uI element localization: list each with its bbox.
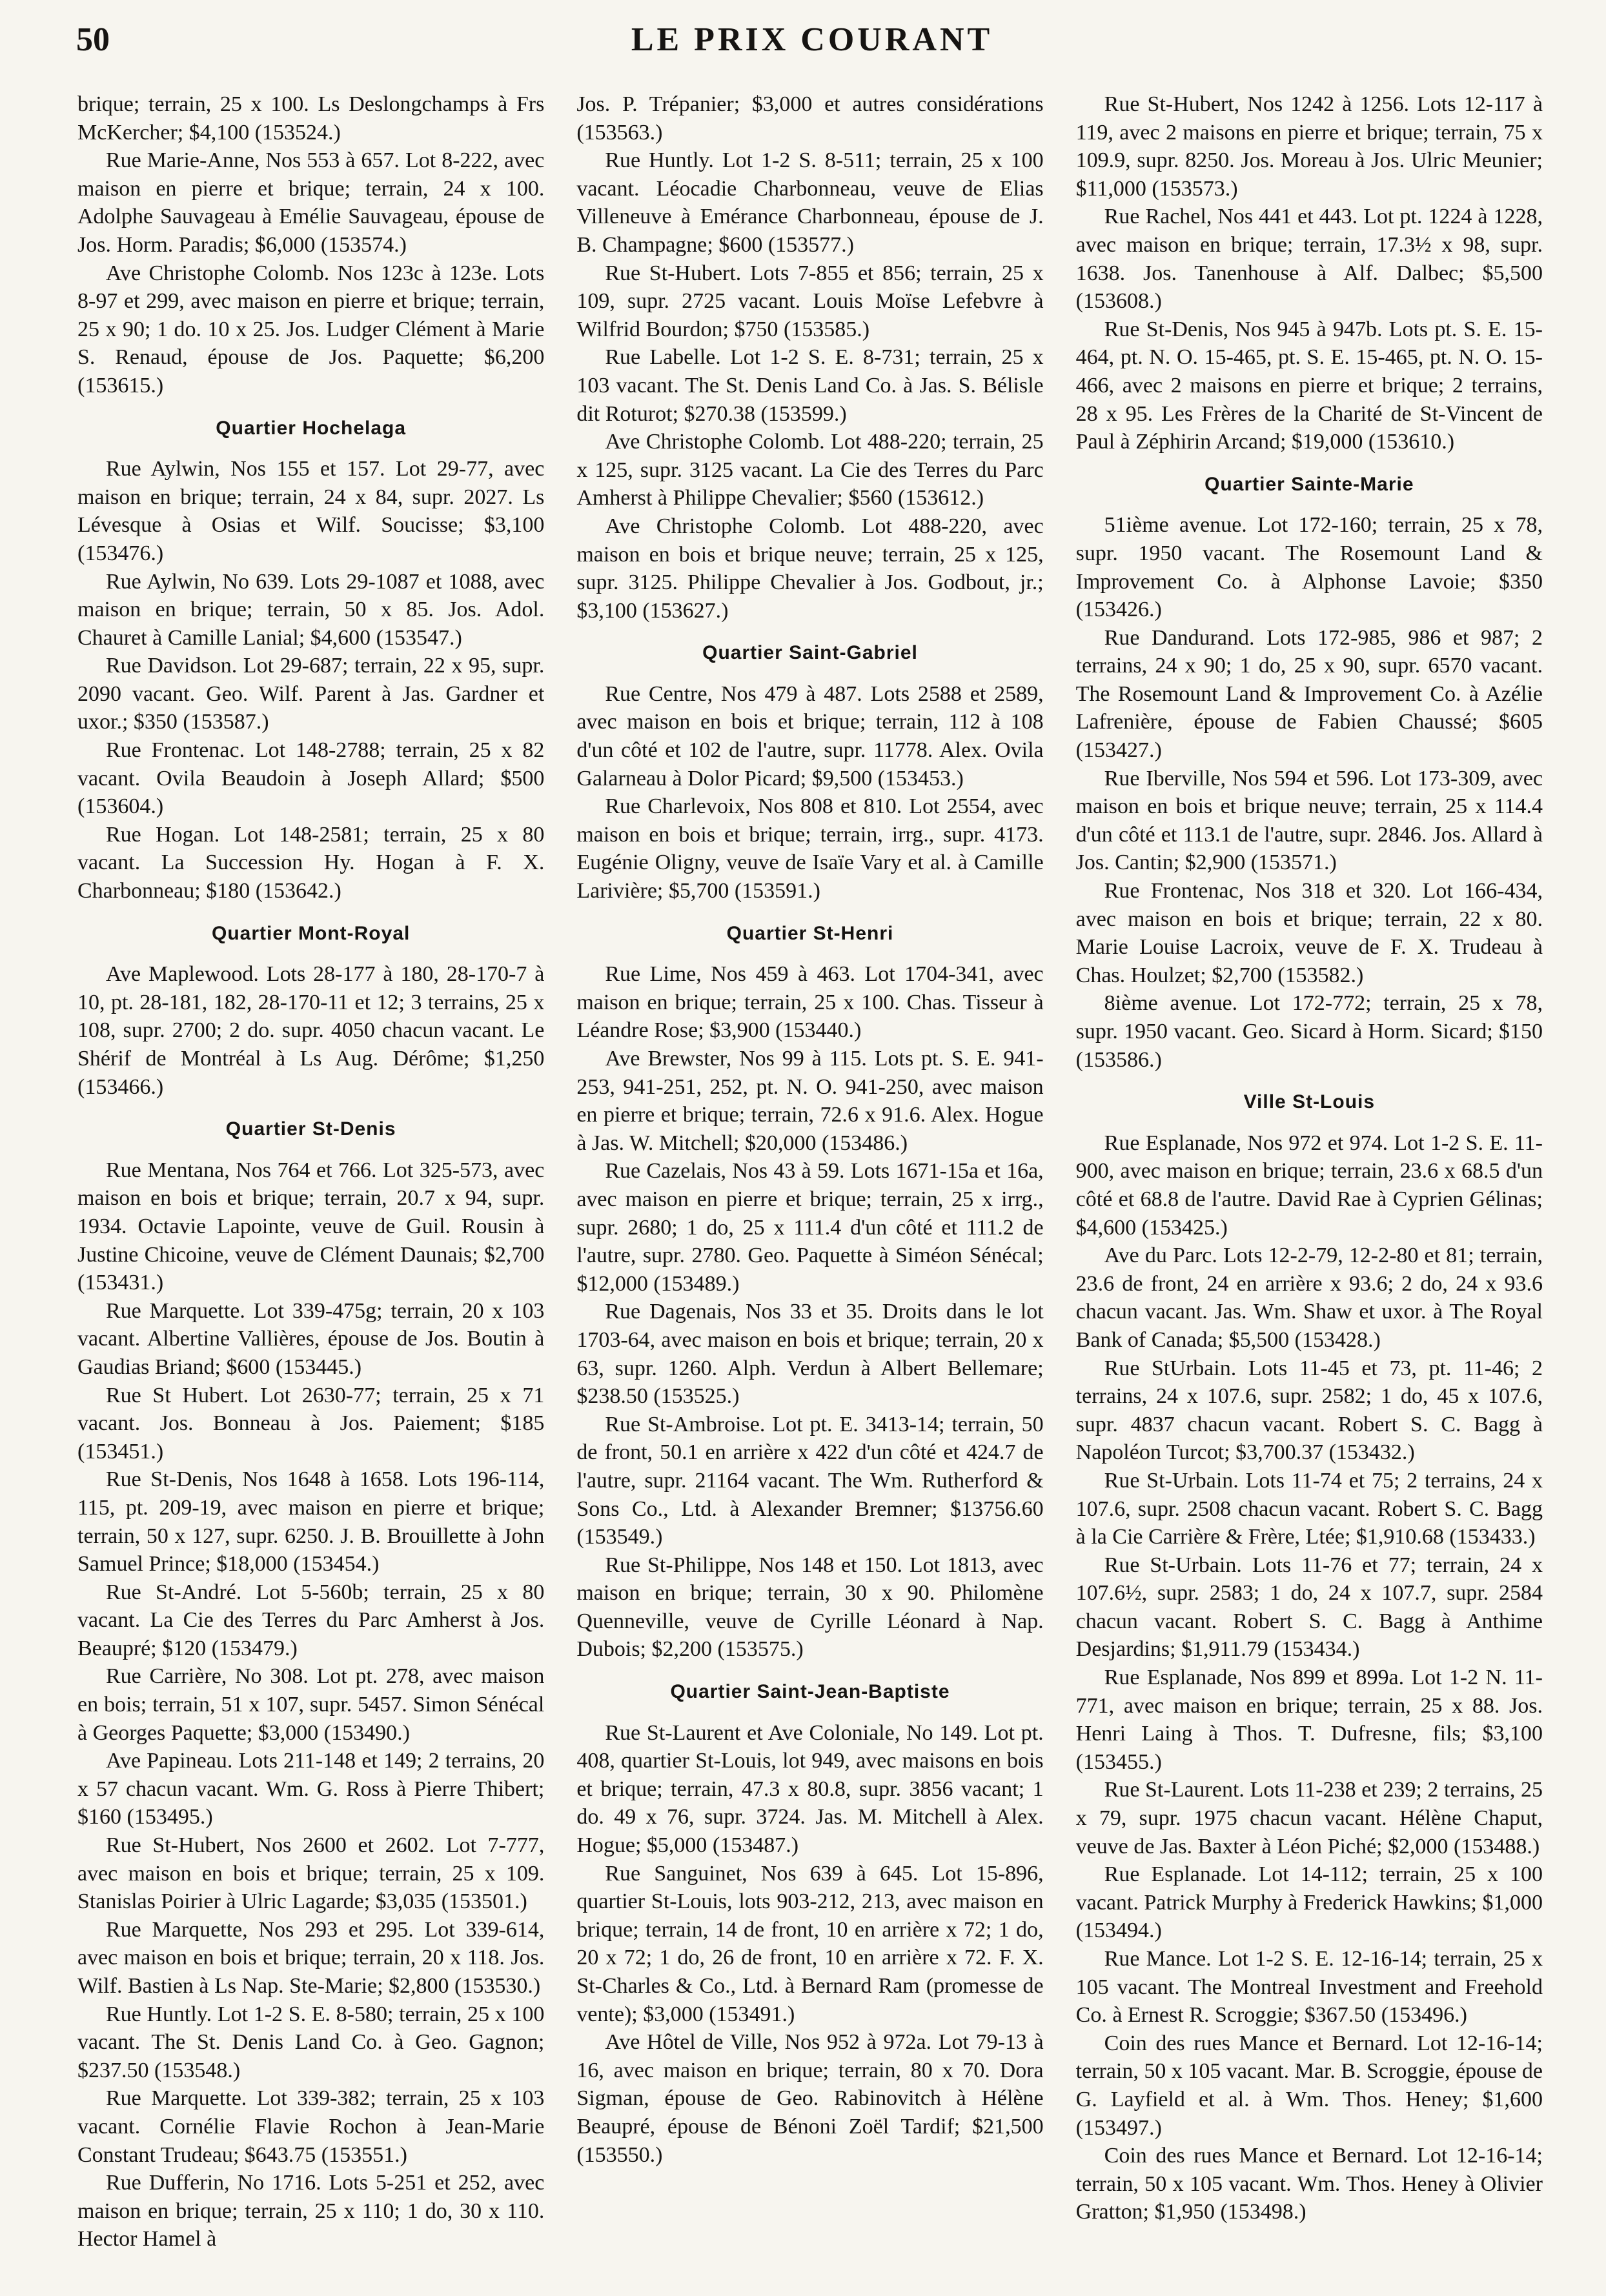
transaction-entry: Rue Frontenac. Lot 148-2788; terrain, 25 x 82 vacant. Ovila Beaudoin à Joseph Allard; $500 (153604.) bbox=[77, 738, 545, 819]
transaction-entry: Rue Mentana, Nos 764 et 766. Lot 325-573, avec maison en bois et brique; terrain, 20.7 x 94, supr. 1934. Octavie Lapointe, veuve de Guil. Rousin à Justine Chicoine, veuve de Clément Daunais; $2,700 (153431.) bbox=[77, 1158, 545, 1295]
transaction-entry: Rue St-Philippe, Nos 148 et 150. Lot 1813, avec maison en brique; terrain, 30 x 90. Philomène Quenneville, veuve de Cyrille Léonard à Nap. Dubois; $2,200 (153575.) bbox=[576, 1553, 1044, 1662]
section-heading: Ville St-Louis bbox=[1243, 1091, 1376, 1113]
transaction-entry: Rue St-André. Lot 5-560b; terrain, 25 x 80 vacant. La Cie des Terres du Parc Amherst à Jos. Beaupré; $120 (153479.) bbox=[77, 1580, 545, 1660]
transaction-entry: Rue Sanguinet, Nos 639 à 645. Lot 15-896, quartier St-Louis, lots 903-212, 213, avec maison en brique; terrain, 14 de front, 10 en arrière x 72; 1 do, 20 x 72; 1 do, 26 de front, 10 en arrière x 72. F. X. St-Charles & Co., Ltd. à Bernard Ram (promesse de vente); $3,000 (153491.) bbox=[576, 1861, 1044, 2026]
transaction-entry: Rue St-Denis, Nos 1648 à 1658. Lots 196-114, 115, pt. 209-19, avec maison en pierre et brique; terrain, 50 x 127, supr. 6250. J. B. Brouillette à John Samuel Prince; $18,000 (153454.) bbox=[77, 1467, 545, 1576]
transaction-entry: Rue Rachel, Nos 441 et 443. Lot pt. 1224 à 1228, avec maison en brique; terrain, 17.3½ x 98, supr. 1638. Jos. Tanenhouse à Alf. Dalbec; $5,500 (153608.) bbox=[1075, 205, 1543, 314]
transaction-entry: Rue Cazelais, Nos 43 à 59. Lots 1671-15a et 16a, avec maison en pierre et brique; terrain, 25 x irrg., supr. 2680; 1 do, 25 x 111.4 d'un côté et 111.2 de l'autre, supr. 2780. Geo. Paquette à Siméon Sénécal; $12,000 (153489.) bbox=[576, 1159, 1044, 1296]
column-1 bbox=[77, 90, 544, 2278]
transaction-entry: brique; terrain, 25 x 100. Ls Deslongchamps à Frs McKercher; $4,100 (153524.) bbox=[77, 92, 545, 145]
transaction-entry: Coin des rues Mance et Bernard. Lot 12-16-14; terrain, 50 x 105 vacant. Wm. Thos. Heney à Olivier Gratton; $1,950 (153498.) bbox=[1075, 2144, 1543, 2224]
transaction-entry: Coin des rues Mance et Bernard. Lot 12-16-14; terrain, 50 x 105 vacant. Mar. B. Scroggie, épouse de G. Layfield et al. à Wm. Thos. Heney; $1,600 (153497.) bbox=[1075, 2031, 1543, 2140]
transaction-entry: Ave Hôtel de Ville, Nos 952 à 972a. Lot 79-13 à 16, avec maison en brique; terrain, 80 x 70. Dora Sigman, épouse de Geo. Rabinovitch à Hélène Beaupré, épouse de Bénoni Zoël Tardif; $21,500 (153550.) bbox=[576, 2030, 1044, 2167]
page-number: 50 bbox=[76, 21, 110, 58]
transaction-entry: Rue St-Ambroise. Lot pt. E. 3413-14; terrain, 50 de front, 50.1 en arrière x 422 d'un côté et 424.7 de l'autre, supr. 21164 vacant. The Wm. Rutherford & Sons Co., Ltd. à Alexander Bremner; $13756.60 (153549.) bbox=[576, 1412, 1044, 1549]
section-heading: Quartier Saint-Gabriel bbox=[702, 642, 918, 664]
transaction-entry: Rue Labelle. Lot 1-2 S. E. 8-731; terrain, 25 x 103 vacant. The St. Denis Land Co. à Jas. S. Bélisle dit Roturot; $270.38 (153599.) bbox=[576, 345, 1044, 426]
transaction-entry: Ave Papineau. Lots 211-148 et 149; 2 terrains, 20 x 57 chacun vacant. Wm. G. Ross à Pierre Thibert; $160 (153495.) bbox=[77, 1749, 545, 1829]
transaction-entry: Rue St-Hubert, Nos 2600 et 2602. Lot 7-777, avec maison en bois et brique; terrain, 25 x 109. Stanislas Poirier à Ulric Lagarde; $3,035 (153501.) bbox=[77, 1833, 545, 1914]
column-3 bbox=[1076, 90, 1543, 2278]
transaction-entry: Rue Davidson. Lot 29-687; terrain, 22 x 95, supr. 2090 vacant. Geo. Wilf. Parent à Jas. Gardner et uxor.; $350 (153587.) bbox=[77, 654, 545, 734]
transaction-entry: Rue Huntly. Lot 1-2 S. E. 8-580; terrain, 25 x 100 vacant. The St. Denis Land Co. à Geo. Gagnon; $237.50 (153548.) bbox=[77, 2002, 545, 2082]
transaction-entry: Rue Frontenac, Nos 318 et 320. Lot 166-434, avec maison en bois et brique; terrain, 22 x 80. Marie Louise Lacroix, veuve de F. X. Trudeau à Chas. Houlzet; $2,700 (153582.) bbox=[1075, 879, 1543, 987]
section-heading: Quartier Saint-Jean-Baptiste bbox=[670, 1681, 950, 1703]
transaction-entry: Rue Centre, Nos 479 à 487. Lots 2588 et 2589, avec maison en bois et brique; terrain, 112 à 108 d'un côté et 102 de l'autre, supr. 11778. Alex. Ovila Galarneau à Dolor Picard; $9,500 (153453.) bbox=[576, 681, 1044, 791]
transaction-entry: Rue StUrbain. Lots 11-45 et 73, pt. 11-46; 2 terrains, 24 x 107.6, supr. 2582; 1 do, 45 x 107.6, supr. 4837 chacun vacant. Robert S. C. Bagg à Napoléon Turcot; $3,700.37 (153432.) bbox=[1075, 1356, 1543, 1465]
transaction-entry: Rue Lime, Nos 459 à 463. Lot 1704-341, avec maison en brique; terrain, 25 x 100. Chas. Tisseur à Léandre Rose; $3,900 (153440.) bbox=[576, 962, 1044, 1043]
section-heading: Quartier Mont-Royal bbox=[211, 922, 411, 944]
transaction-entry: Rue Mance. Lot 1-2 S. E. 12-16-14; terrain, 25 x 105 vacant. The Montreal Investment and Freehold Co. à Ernest R. Scroggie; $367.50 (153496.) bbox=[1075, 1947, 1543, 2028]
transaction-entry: Rue Dandurand. Lots 172-985, 986 et 987; 2 terrains, 24 x 90; 1 do, 25 x 90, supr. 6570 vacant. The Rosemount Land & Improvement Co. à Azélie Lafrenière, épouse de Fabien Chaussé; $605 (153427.) bbox=[1075, 625, 1543, 763]
section-heading: Quartier Sainte-Marie bbox=[1204, 473, 1414, 495]
transaction-entry: Rue Charlevoix, Nos 808 et 810. Lot 2554, avec maison en bois et brique; terrain, irrg., supr. 4173. Eugénie Oligny, veuve de Isaïe Vary et al. à Camille Larivière; $5,700 (153591.) bbox=[576, 794, 1044, 903]
transaction-entry: Rue Dufferin, No 1716. Lots 5-251 et 252, avec maison en brique; terrain, 25 x 110; 1 do, 30 x 110. Hector Hamel à bbox=[77, 2171, 545, 2251]
transaction-entry: Rue St-Denis, Nos 945 à 947b. Lots pt. S. E. 15-464, pt. N. O. 15-465, pt. S. E. 15-465, pt. N. O. 15-466, avec 2 maisons en pierre et brique; 2 terrains, 28 x 95. Les Frères de la Charité de St-Vincent de Paul à Zéphirin Arcand; $19,000 (153610.) bbox=[1075, 317, 1543, 454]
transaction-entry: Rue Esplanade, Nos 972 et 974. Lot 1-2 S. E. 11-900, avec maison en brique; terrain, 23.6 x 68.5 d'un côté et 68.8 de l'autre. David Rae à Cyprien Gélinas; $4,600 (153425.) bbox=[1075, 1131, 1543, 1240]
transaction-entry: Rue Huntly. Lot 1-2 S. 8-511; terrain, 25 x 100 vacant. Léocadie Charbonneau, veuve de Elias Villeneuve à Emérance Charbonneau, épouse de J. B. Champagne; $600 (153577.) bbox=[576, 148, 1044, 257]
transaction-entry: Rue St-Laurent. Lots 11-238 et 239; 2 terrains, 25 x 79, supr. 1975 chacun vacant. Hélène Chaput, veuve de Jas. Baxter à Léon Piché; $2,000 (153488.) bbox=[1075, 1778, 1543, 1858]
transaction-entry: Rue St-Laurent et Ave Coloniale, No 149. Lot pt. 408, quartier St-Louis, lot 949, avec maisons en bois et brique; terrain, 47.3 x 80.8, supr. 3856 vacant; 1 do. 49 x 76, supr. 3724. Jas. M. Mitchell à Alex. Hogue; $5,000 (153487.) bbox=[576, 1720, 1044, 1858]
transaction-entry: Rue Marquette, Nos 293 et 295. Lot 339-614, avec maison en bois et brique; terrain, 20 x 118. Jos. Wilf. Bastien à Ls Nap. Ste-Marie; $2,800 (153530.) bbox=[77, 1917, 545, 1998]
transaction-entry: 8ième avenue. Lot 172-772; terrain, 25 x 78, supr. 1950 vacant. Geo. Sicard à Horm. Sicard; $150 (153586.) bbox=[1075, 991, 1543, 1072]
transaction-entry: Ave Brewster, Nos 99 à 115. Lots pt. S. E. 941-253, 941-251, 252, pt. N. O. 941-250, avec maison en pierre et brique; terrain, 72.6 x 91.6. Alex. Hogue à Jas. W. Mitchell; $20,000 (153486.) bbox=[576, 1047, 1044, 1155]
journal-title: LE PRIX COURANT bbox=[631, 21, 993, 58]
transaction-entry: Jos. P. Trépanier; $3,000 et autres considérations (153563.) bbox=[576, 92, 1044, 145]
transaction-entry: Ave Christophe Colomb. Lot 488-220, avec maison en bois et brique neuve; terrain, 25 x 125, supr. 3125. Philippe Chevalier à Jos. Godbout, jr.; $3,100 (153627.) bbox=[576, 514, 1044, 623]
section-heading: Quartier Hochelaga bbox=[216, 417, 407, 439]
transaction-entry: Rue St Hubert. Lot 2630-77; terrain, 25 x 71 vacant. Jos. Bonneau à Jos. Paiement; $185 (153451.) bbox=[77, 1383, 545, 1464]
columns bbox=[77, 90, 1543, 2278]
transaction-entry: Rue St-Urbain. Lots 11-74 et 75; 2 terrains, 24 x 107.6, supr. 2508 chacun vacant. Robert S. C. Bagg à la Cie Carrière & Frère, Ltée; $1,910.68 (153433.) bbox=[1075, 1468, 1543, 1549]
transaction-entry: Rue Marie-Anne, Nos 553 à 657. Lot 8-222, avec maison en pierre et brique; terrain, 24 x 100. Adolphe Sauvageau à Emélie Sauvageau, épouse de Jos. Horm. Paradis; $6,000 (153574.) bbox=[77, 148, 545, 257]
transaction-entry: Rue St-Urbain. Lots 11-76 et 77; terrain, 24 x 107.6½, supr. 2583; 1 do, 24 x 107.7, supr. 2584 chacun vacant. Robert S. C. Bagg à Anthime Desjardins; $1,911.79 (153434.) bbox=[1075, 1553, 1543, 1662]
transaction-entry: Rue St-Hubert, Nos 1242 à 1256. Lots 12-117 à 119, avec 2 maisons en pierre et brique; terrain, 75 x 109.9, supr. 8250. Jos. Moreau à Jos. Ulric Meunier; $11,000 (153573.) bbox=[1075, 92, 1543, 201]
transaction-entry: Ave du Parc. Lots 12-2-79, 12-2-80 et 81; terrain, 23.6 de front, 24 en arrière x 93.6; 2 do, 24 x 93.6 chacun vacant. Jas. Wm. Shaw et uxor. à The Royal Bank of Canada; $5,500 (153428.) bbox=[1075, 1244, 1543, 1352]
transaction-entry: Ave Christophe Colomb. Nos 123c à 123e. Lots 8-97 et 299, avec maison en pierre et brique; terrain, 25 x 90; 1 do. 10 x 25. Jos. Ludger Clément à Marie S. Renaud, épouse de Jos. Paquette; $6,200 (153615.) bbox=[77, 261, 545, 398]
transaction-entry: Rue Aylwin, No 639. Lots 29-1087 et 1088, avec maison en brique; terrain, 50 x 85. Jos. Adol. Chauret à Camille Lanial; $4,600 (153547.) bbox=[77, 569, 545, 650]
transaction-entry: 51ième avenue. Lot 172-160; terrain, 25 x 78, supr. 1950 vacant. The Rosemount Land & Improvement Co. à Alphonse Lavoie; $350 (153426.) bbox=[1075, 513, 1543, 622]
section-heading: Quartier St-Henri bbox=[726, 922, 894, 944]
page-header bbox=[76, 18, 1548, 83]
transaction-entry: Rue St-Hubert. Lots 7-855 et 856; terrain, 25 x 109, supr. 2725 vacant. Louis Moïse Lefebvre à Wilfrid Bourdon; $750 (153585.) bbox=[576, 261, 1044, 341]
column-2 bbox=[576, 90, 1043, 2278]
transaction-entry: Rue Aylwin, Nos 155 et 157. Lot 29-77, avec maison en brique; terrain, 24 x 84, supr. 2027. Ls Lévesque à Osias et Wilf. Soucisse; $3,100 (153476.) bbox=[77, 457, 545, 565]
transaction-entry: Ave Maplewood. Lots 28-177 à 180, 28-170-7 à 10, pt. 28-181, 182, 28-170-11 et 12; 3 terrains, 25 x 108, supr. 2700; 2 do. supr. 4050 chacun vacant. Le Shérif de Montréal à Ls Aug. Dérôme; $1,250 (153466.) bbox=[77, 962, 545, 1099]
transaction-entry: Rue Carrière, No 308. Lot pt. 278, avec maison en bois; terrain, 51 x 107, supr. 5457. Simon Sénécal à Georges Paquette; $3,000 (153490.) bbox=[77, 1664, 545, 1745]
transaction-entry: Ave Christophe Colomb. Lot 488-220; terrain, 25 x 125, supr. 3125 vacant. La Cie des Terres du Parc Amherst à Philippe Chevalier; $560 (153612.) bbox=[576, 430, 1044, 510]
transaction-entry: Rue Iberville, Nos 594 et 596. Lot 173-309, avec maison en bois et brique neuve; terrain, 25 x 114.4 d'un côté et 113.1 de l'autre, supr. 2846. Jos. Allard à Jos. Cantin; $2,900 (153571.) bbox=[1075, 766, 1543, 875]
transaction-entry: Rue Marquette. Lot 339-475g; terrain, 20 x 103 vacant. Albertine Vallières, épouse de Jos. Boutin à Gaudias Briand; $600 (153445.) bbox=[77, 1298, 545, 1379]
transaction-entry: Rue Esplanade, Nos 899 et 899a. Lot 1-2 N. 11-771, avec maison en brique; terrain, 25 x 88. Jos. Henri Laing à Thos. T. Dufresne, fils; $3,100 (153455.) bbox=[1075, 1666, 1543, 1774]
section-heading: Quartier St-Denis bbox=[225, 1118, 396, 1140]
transaction-entry: Rue Dagenais, Nos 33 et 35. Droits dans le lot 1703-64, avec maison en bois et brique; terrain, 20 x 63, supr. 1260. Alph. Verdun à Albert Bellemare; $238.50 (153525.) bbox=[576, 1300, 1044, 1409]
transaction-entry: Rue Esplanade. Lot 14-112; terrain, 25 x 100 vacant. Patrick Murphy à Frederick Hawkins; $1,000 (153494.) bbox=[1075, 1862, 1543, 1943]
transaction-entry: Rue Hogan. Lot 148-2581; terrain, 25 x 80 vacant. La Succession Hy. Hogan à F. X. Charbonneau; $180 (153642.) bbox=[77, 822, 545, 903]
transaction-entry: Rue Marquette. Lot 339-382; terrain, 25 x 103 vacant. Cornélie Flavie Rochon à Jean-Marie Constant Trudeau; $643.75 (153551.) bbox=[77, 2086, 545, 2167]
